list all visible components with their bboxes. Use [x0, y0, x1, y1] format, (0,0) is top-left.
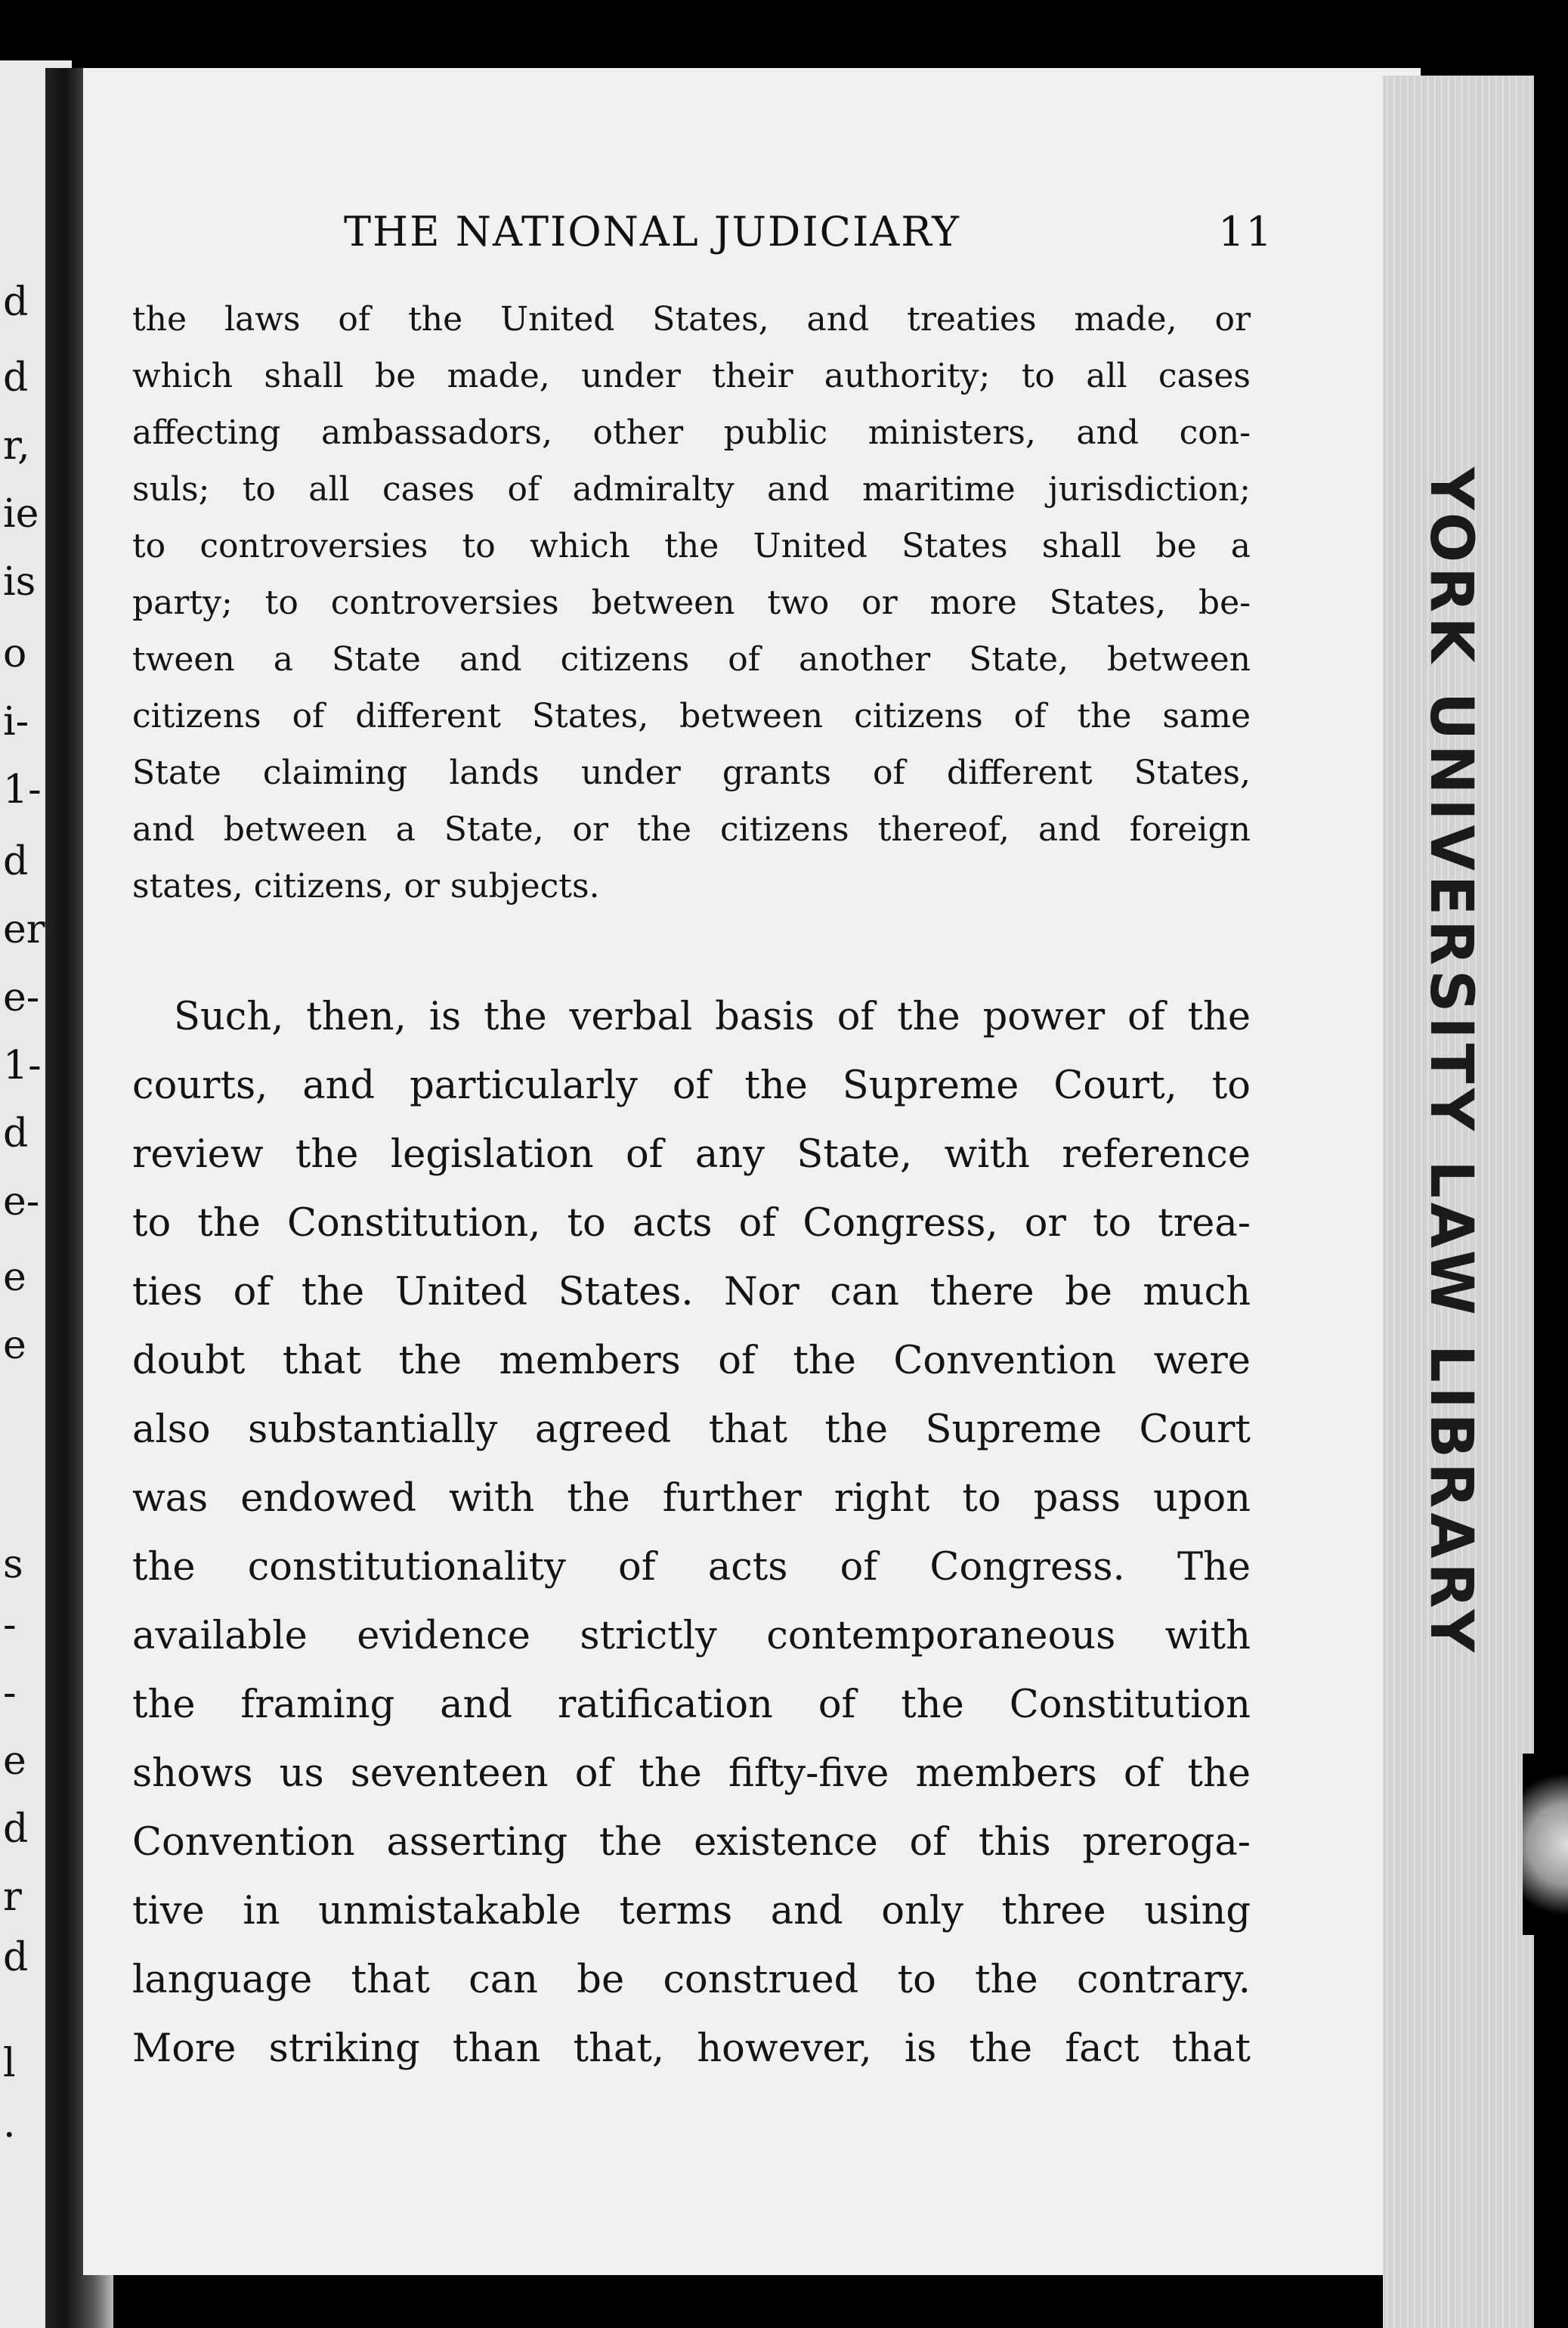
- paragraph-line: the framing and ratification of the Constitution: [132, 1683, 1251, 1727]
- quote-line: the laws of the United States, and treaties made, or: [132, 300, 1251, 339]
- paragraph-line: shows us seventeen of the fifty-five members of the: [132, 1751, 1251, 1796]
- library-stamp: [1394, 467, 1508, 1657]
- fragment: -: [3, 1602, 17, 1648]
- fragment: d: [3, 355, 29, 401]
- fragment: e: [3, 1738, 26, 1784]
- paragraph-line: to the Constitution, to acts of Congress, or to trea-: [132, 1201, 1251, 1246]
- fragment: 1-: [3, 767, 42, 813]
- paragraph-line: review the legislation of any State, with reference: [132, 1132, 1251, 1177]
- fragment: is: [3, 559, 36, 605]
- paragraph-line: courts, and particularly of the Supreme Court, to: [132, 1063, 1251, 1108]
- paragraph-line: ties of the United States. Nor can there be much: [132, 1270, 1251, 1314]
- fragment: er: [3, 907, 45, 952]
- fragment: i-: [3, 699, 29, 745]
- paragraph-line: was endowed with the further right to pass upon: [132, 1476, 1251, 1521]
- fragment: e: [3, 1323, 26, 1368]
- scan-artifact: [1523, 1754, 1568, 1935]
- fragment: l: [3, 2041, 16, 2086]
- quote-line: tween a State and citizens of another State, between: [132, 640, 1251, 679]
- paragraph-line: the constitutionality of acts of Congress. The: [132, 1545, 1251, 1590]
- running-title: THE NATIONAL JUDICIARY: [344, 208, 960, 255]
- quote-line: states, citizens, or subjects.: [132, 867, 600, 906]
- quote-line: to controversies to which the United States shall be a: [132, 527, 1251, 565]
- paragraph-line: More striking than that, however, is the fact that: [132, 2026, 1251, 2071]
- paragraph-line: Such, then, is the verbal basis of the power of the: [174, 995, 1251, 1039]
- library-stamp-text: YORK UNIVERSITY LAW LIBRARY: [1417, 467, 1486, 1657]
- quote-line: citizens of different States, between citizens of the same: [132, 697, 1251, 735]
- fragment: e-: [3, 1179, 40, 1224]
- page-number: 11: [1218, 208, 1273, 255]
- paragraph-line: Convention asserting the existence of this preroga-: [132, 1820, 1251, 1865]
- paragraph-line: language that can be construed to the contrary.: [132, 1958, 1251, 2002]
- fragment: o: [3, 631, 27, 676]
- fragment: d: [3, 839, 29, 884]
- constitution-quote: [132, 291, 1251, 915]
- fragment: e-: [3, 975, 40, 1020]
- fragment: -: [3, 1670, 17, 1716]
- fragment: s: [3, 1542, 23, 1587]
- quote-line: which shall be made, under their authority; to all cases: [132, 357, 1251, 395]
- fragment: r,: [3, 423, 30, 469]
- quote-line: party; to controversies between two or more States, be-: [132, 584, 1251, 622]
- paragraph-line: available evidence strictly contemporaneous with: [132, 1614, 1251, 1658]
- fragment: ie: [3, 491, 39, 537]
- page-body: [132, 291, 1251, 2083]
- fragment: d: [3, 1806, 29, 1852]
- fragment: e: [3, 1255, 26, 1300]
- fragment: d: [3, 1935, 29, 1980]
- quote-line: State claiming lands under grants of different States,: [132, 754, 1251, 792]
- fragment: d: [3, 280, 29, 325]
- quote-line: affecting ambassadors, other public ministers, and con-: [132, 413, 1251, 452]
- page-header: [344, 208, 1273, 255]
- fragment: d: [3, 1111, 29, 1156]
- fragment: .: [3, 2101, 16, 2147]
- fragment: 1-: [3, 1043, 42, 1088]
- quote-line: and between a State, or the citizens thereof, and foreign: [132, 810, 1251, 849]
- body-paragraph: [132, 983, 1251, 2083]
- fragment: r: [3, 1874, 22, 1920]
- paragraph-line: also substantially agreed that the Supreme Court: [132, 1407, 1251, 1452]
- paragraph-line: doubt that the members of the Convention were: [132, 1339, 1251, 1383]
- paragraph-line: tive in unmistakable terms and only three using: [132, 1889, 1251, 1933]
- quote-line: suls; to all cases of admiralty and maritime jurisdiction;: [132, 470, 1251, 509]
